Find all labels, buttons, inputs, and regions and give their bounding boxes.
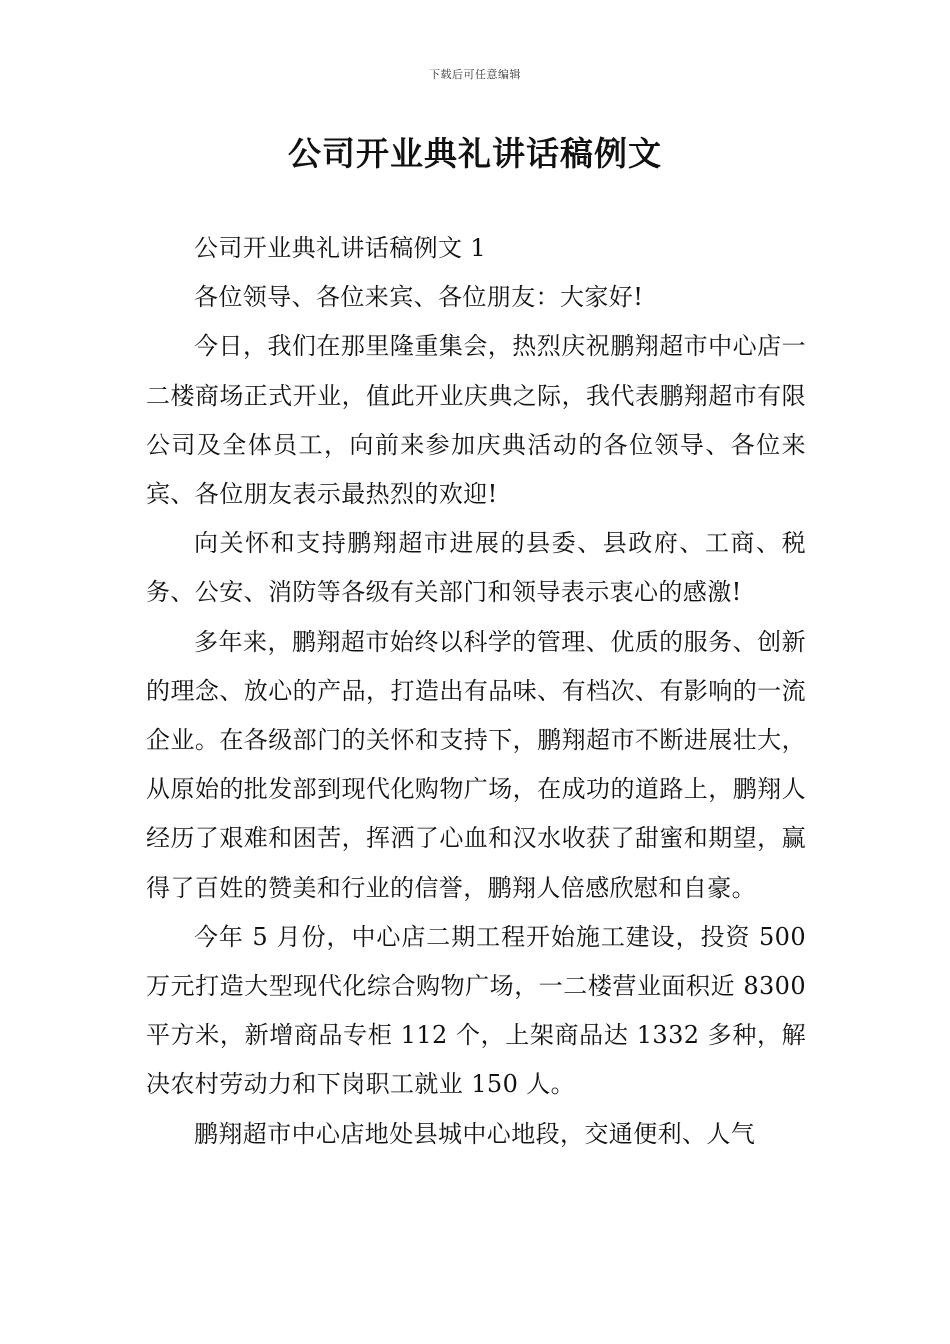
body-paragraph: 鹏翔超市中心店地处县城中心地段，交通便利、人气 [194,1119,756,1148]
salutation-paragraph: 各位领导、各位来宾、各位朋友：大家好! [194,283,644,312]
body-paragraph: 向关怀和支持鹏翔超市进展的县委、县政府、工商、税务、公安、消防等各级有关部门和领导表示衷心的感激! [146,529,806,607]
body-paragraph: 多年来，鹏翔超市始终以科学的管理、优质的服务、创新的理念、放心的产品，打造出有品味、有档次、有影响的一流企业。在各级部门的关怀和支持下，鹏翔超市不断进展壮大，从原始的批发部到现代化购物广场，在成功的道路上，鹏翔人经历了艰难和困苦，挥洒了心血和汉水收获了甜蜜和期望，赢得了百姓的赞美和行业的信誉，鹏翔人倍感欣慰和自豪。 [146,627,806,902]
document-body [146,224,806,1159]
body-paragraph: 今年 5 月份，中心店二期工程开始施工建设，投资 500 万元打造大型现代化综合购物广场，一二楼营业面积近 8300 平方米，新增商品专柜 112 个，上架商品达 1332 多种，解决农村劳动力和下岗职工就业 150 人。 [146,922,806,1099]
section-heading: 公司开业典礼讲话稿例文 1 [194,234,487,262]
document-title: 公司开业典礼讲话稿例文 [288,134,662,173]
body-paragraph: 今日，我们在那里隆重集会，热烈庆祝鹏翔超市中心店一二楼商场正式开业，值此开业庆典之际，我代表鹏翔超市有限公司及全体员工，向前来参加庆典活动的各位领导、各位来宾、各位朋友表示最热烈的欢迎! [146,332,806,509]
header-note: 下载后可任意编辑 [429,68,521,81]
